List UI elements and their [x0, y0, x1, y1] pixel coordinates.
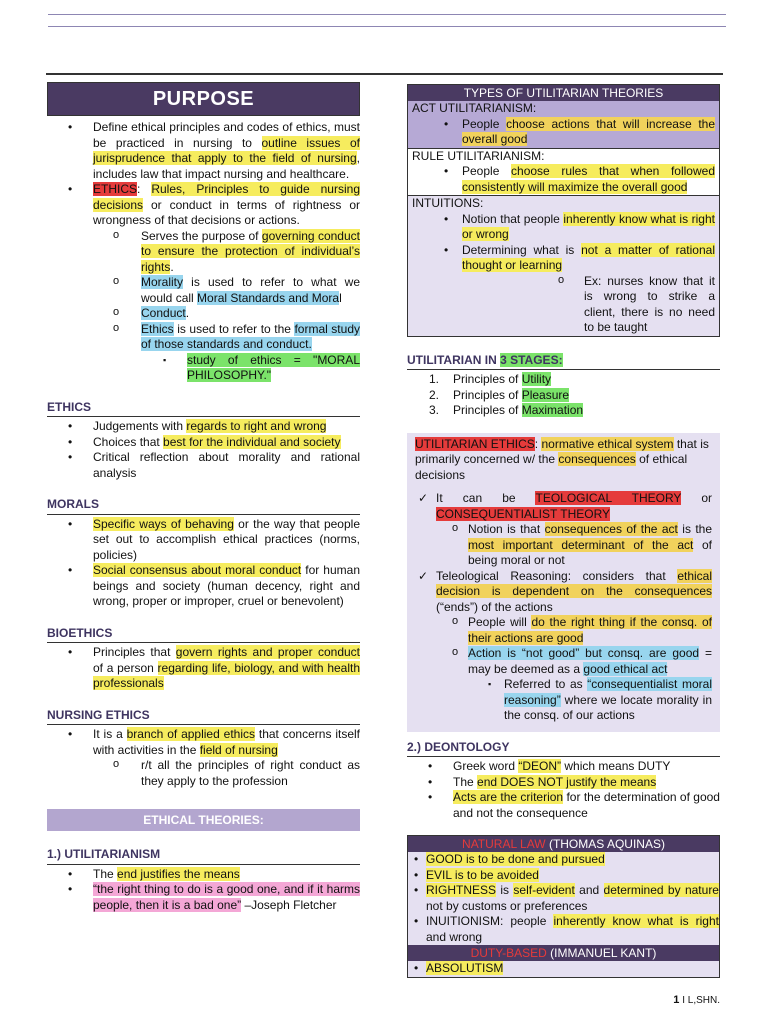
text-red: NATURAL LAW	[462, 837, 546, 851]
list-item	[47, 867, 360, 883]
highlight: end DOES NOT justify the means	[477, 774, 657, 789]
highlight-green: Maximation	[521, 403, 584, 417]
section-title-utilitarian-stages	[407, 353, 720, 371]
text: UTILITARIAN IN	[407, 352, 501, 367]
highlight: inherently know what is right	[553, 914, 719, 928]
text: Notion that people	[462, 211, 564, 226]
section-title-deontology: 2.) DEONTOLOGY	[407, 740, 720, 758]
list-item	[113, 322, 360, 384]
highlight: inherently know what is right or wrong	[462, 211, 715, 241]
highlight-green: Utility	[521, 372, 552, 386]
text: for the determination of good and not the consequence	[453, 790, 720, 820]
highlight-blue: Morality	[141, 275, 184, 289]
list-item	[163, 353, 360, 384]
text: Teleological Reasoning: considers that	[436, 568, 678, 583]
highlight: governing conduct to ensure the protection of individual’s rights	[141, 228, 360, 274]
section-title-utilitarianism: 1.) UTILITARIANISM	[47, 847, 360, 865]
text: which means DUTY	[561, 759, 671, 773]
list-number: 2.	[429, 387, 440, 402]
highlight: EVIL is to be avoided	[426, 867, 539, 882]
text: :	[137, 182, 152, 196]
sublist	[47, 229, 360, 384]
highlight: regards to right and wrong	[186, 419, 327, 433]
list	[412, 212, 715, 336]
highlight: choose rules that when followed consistently will maximize the overall good	[462, 164, 715, 194]
highlight: ABSOLUTISM	[426, 961, 504, 975]
list-item	[47, 435, 360, 451]
highlight: do the right thing if the consq. of their actions are good	[468, 615, 712, 645]
left-column	[47, 82, 360, 913]
section-title-ethics: ETHICS	[47, 400, 360, 418]
list-item	[418, 491, 712, 569]
natural-law-title	[408, 836, 719, 852]
text: People will	[468, 615, 532, 629]
text: People	[462, 164, 512, 178]
text: The	[93, 866, 118, 881]
text: Ex: nurses know that it is wrong to strike a client, there is no need to be taught	[584, 273, 715, 334]
sublist	[47, 758, 360, 789]
separator: I	[682, 995, 685, 1006]
section-title-bioethics: BIOETHICS	[47, 626, 360, 644]
text: People	[462, 116, 507, 131]
text: Principles of	[453, 372, 522, 386]
text: where we locate morality in the consq. of our actions	[504, 692, 712, 722]
list-item	[407, 372, 720, 388]
ethical-theories-band: ETHICAL THEORIES:	[47, 809, 360, 831]
highlight-blue: formal study of those standards and conduct.	[141, 321, 360, 351]
highlight: self-evident	[513, 883, 575, 897]
rule-utilitarianism-row	[408, 148, 719, 196]
check-list	[415, 491, 712, 724]
text: and wrong	[426, 929, 483, 944]
highlight-red: ETHICS	[93, 182, 138, 196]
stages-list	[407, 372, 720, 419]
list-item	[558, 274, 715, 336]
types-of-utilitarian-theories-box	[407, 84, 720, 337]
highlight: end justifies the means	[117, 866, 240, 881]
text: –Joseph Fletcher	[241, 897, 337, 912]
list-item	[113, 275, 360, 306]
text: of a person	[93, 660, 158, 675]
content-rule	[46, 73, 723, 75]
text: .	[185, 306, 190, 320]
highlight-red: TEOLOGICAL THEORY	[535, 491, 682, 505]
text: Notion is that	[468, 522, 545, 536]
highlight-green: Pleasure	[521, 387, 570, 402]
text: is	[496, 883, 514, 897]
text: Principles that	[93, 645, 176, 659]
box-title: TYPES OF UTILITARIAN THEORIES	[408, 85, 719, 101]
header-rule-bottom	[48, 26, 726, 27]
natural-law-list	[408, 852, 719, 945]
list-item	[408, 883, 719, 914]
text: or the way that people set out to accomplish ethical practices (norms, policies)	[93, 516, 360, 562]
list-item	[452, 615, 712, 646]
list-item	[412, 212, 715, 243]
purpose-list	[47, 120, 360, 384]
text: is used to refer to what we would call	[141, 275, 360, 305]
highlight: regarding life, biology, and with health professionals	[93, 660, 361, 690]
list-item	[113, 306, 360, 322]
text: of ethical decisions	[415, 452, 688, 482]
section-title-morals: MORALS	[47, 497, 360, 515]
highlight-blue: Conduct	[141, 306, 186, 320]
text: Choices that	[93, 434, 164, 449]
list-item	[407, 388, 720, 404]
text: for human beings and society (human decency, right and wrong, proper or improper, cruel or benevolent)	[93, 563, 360, 608]
list-item	[408, 961, 719, 977]
highlight-red: CONSEQUENTIALIST THEORY	[436, 506, 611, 521]
bioethics-list	[47, 645, 360, 692]
text: It is a	[93, 727, 127, 741]
duty-based-list	[408, 961, 719, 977]
text: Determining what is	[462, 242, 582, 257]
list-item	[47, 450, 360, 481]
highlight: Acts are the criterion	[453, 790, 564, 804]
list-item	[47, 182, 360, 384]
purpose-title: PURPOSE	[47, 82, 360, 116]
list-item	[407, 403, 720, 419]
text: not by customs or preferences	[426, 898, 588, 913]
duty-based-title	[408, 945, 719, 961]
text: l	[339, 290, 342, 305]
page-number: 1	[673, 994, 680, 1006]
list-item	[47, 517, 360, 564]
list-item	[452, 646, 712, 724]
author: L,SHN.	[687, 995, 720, 1006]
text: Principles of	[453, 403, 522, 417]
highlight: choose actions that will increase the overall good	[462, 116, 716, 146]
ethics-list	[47, 419, 360, 481]
list-number: 1.	[429, 372, 440, 386]
text: or conduct in terms of rightness or wrongness of that decisions or actions.	[93, 197, 360, 227]
highlight-blue: Action is “not good” but consq. are good	[468, 646, 700, 660]
utilitarianism-list	[47, 867, 360, 914]
highlight: most important determinant of the act	[468, 537, 694, 552]
list-item	[407, 790, 720, 821]
row-title: ACT UTILITARIANISM:	[412, 101, 537, 115]
text: Critical reflection about morality and rational analysis	[93, 450, 360, 480]
highlight: Social consensus about moral conduct	[93, 563, 302, 577]
morals-list	[47, 517, 360, 610]
highlight: outline issues of jurisprudence that apply to the field of nursing	[93, 135, 360, 165]
sublist	[436, 522, 712, 569]
highlight: “DEON”	[518, 759, 562, 773]
text: that is primarily concerned w/ the	[415, 436, 709, 466]
list-item	[47, 645, 360, 692]
text: (“ends”) of the actions	[436, 599, 553, 614]
text: and	[574, 883, 604, 897]
list-item	[47, 882, 360, 913]
text: Principles of	[453, 387, 522, 402]
list-item	[412, 164, 715, 195]
row-title: RULE UTILITARIANISM:	[412, 148, 545, 163]
text: = may be deemed as a	[468, 646, 712, 676]
utilitarian-ethics-panel	[407, 433, 720, 732]
right-column	[407, 84, 720, 978]
list	[412, 117, 715, 148]
highlight-red: UTILITARIAN ETHICS	[415, 436, 535, 451]
list-number: 3.	[429, 403, 440, 417]
text: or	[681, 491, 712, 505]
highlight: normative ethical system	[541, 436, 674, 451]
deontology-list	[407, 759, 720, 821]
list-item	[47, 727, 360, 789]
sublist	[468, 677, 712, 724]
text: that concerns itself with activities in the	[93, 727, 360, 757]
text: Greek word	[453, 759, 519, 773]
list-item	[47, 419, 360, 435]
sublist	[141, 353, 360, 384]
highlight-pink: “the right thing to do is a good one, and if it harms people, then it is a bad one”	[93, 882, 360, 912]
highlight: determined by nature	[603, 883, 719, 897]
list-item	[407, 759, 720, 775]
highlight: Specific ways of behaving	[93, 516, 234, 531]
text: is used to refer to the	[173, 321, 295, 336]
list-item	[407, 775, 720, 791]
natural-law-box	[407, 835, 720, 978]
highlight-blue: “consequentialist moral reasoning”	[504, 677, 712, 707]
list-item	[47, 120, 360, 182]
list-item	[408, 868, 719, 884]
text: Referred to as	[504, 677, 588, 691]
list-item	[113, 229, 360, 276]
text: (THOMAS AQUINAS)	[545, 837, 665, 851]
text: INUITIONISM: people	[426, 914, 554, 928]
highlight: not a matter of rational thought or learning	[462, 242, 715, 272]
text: is the	[677, 522, 713, 536]
highlight-green: study of ethics = "MORAL PHILOSOPHY."	[187, 352, 360, 382]
list-item	[452, 522, 712, 569]
text: :	[534, 436, 542, 451]
list-item	[408, 852, 719, 868]
list-item	[412, 243, 715, 336]
highlight: govern rights and proper conduct	[175, 645, 360, 659]
highlight: consequences	[558, 452, 636, 466]
page-footer	[673, 993, 720, 1009]
intuitions-row	[408, 195, 719, 336]
highlight: consequences of the act	[544, 522, 678, 536]
text: Serves the purpose of	[141, 228, 262, 243]
text: of being moral or not	[468, 537, 713, 567]
nursing-ethics-list	[47, 727, 360, 789]
text: The	[453, 774, 478, 789]
highlight-green: 3 STAGES:	[500, 352, 563, 367]
text: , includes law that impact nursing and healthcare.	[93, 151, 360, 181]
list-item	[418, 569, 712, 724]
highlight-blue: Ethics	[141, 321, 174, 336]
text: It can be	[436, 491, 536, 505]
list-item	[113, 758, 360, 789]
highlight: best for the individual and society	[163, 434, 341, 449]
text: (IMMANUEL KANT)	[546, 946, 657, 960]
list	[412, 164, 715, 195]
highlight-blue: good ethical act	[583, 661, 668, 676]
sublist	[436, 615, 712, 724]
text: Define ethical principles and codes of ethics, must be practiced in nursing to	[93, 120, 360, 150]
act-utilitarianism-row	[408, 101, 719, 148]
highlight: branch of applied ethics	[126, 727, 255, 741]
highlight: field of nursing	[199, 742, 278, 757]
text: Judgements with	[93, 419, 187, 433]
highlight: ethical decision is dependent on the consequences	[436, 568, 712, 598]
highlight: RIGHTNESS	[426, 883, 497, 897]
text: r/t all the principles of right conduct as they apply to the profession	[141, 758, 360, 788]
text: .	[170, 259, 174, 274]
row-title: INTUITIONS:	[412, 196, 484, 210]
sublist	[486, 274, 715, 336]
header-rule-top	[48, 14, 726, 15]
list-item	[412, 117, 715, 148]
list-item	[488, 677, 712, 724]
highlight: GOOD is to be done and pursued	[426, 852, 605, 866]
list-item	[47, 563, 360, 610]
list-item	[408, 914, 719, 945]
highlight-blue: Moral Standards and Mora	[197, 290, 340, 305]
highlight: Rules, Principles to guide nursing decisions	[93, 182, 360, 212]
text-red: DUTY-BASED	[470, 946, 547, 960]
section-title-nursing-ethics: NURSING ETHICS	[47, 708, 360, 726]
panel-intro	[415, 437, 712, 484]
